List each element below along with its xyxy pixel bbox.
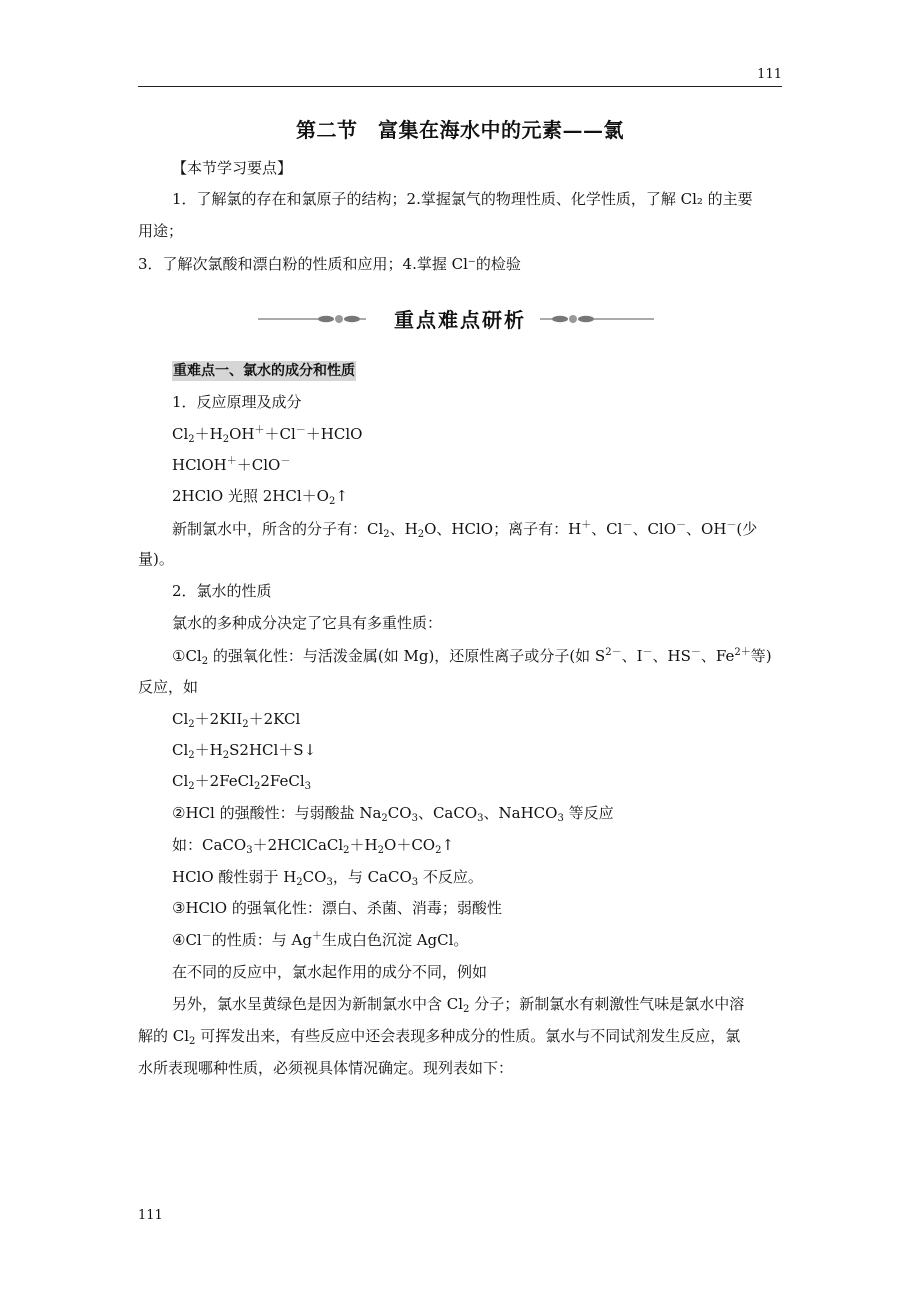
components-line-2: 量)。 — [138, 550, 174, 568]
subsection-heading: 重难点一、氯水的成分和性质 — [173, 363, 355, 379]
property-3: ③HClO 的强氧化性：漂白、杀菌、消毒；弱酸性 — [172, 899, 502, 917]
paragraph-final-line-3: 水所表现哪种性质，必须视具体情况确定。现列表如下： — [138, 1059, 514, 1077]
key-points-banner — [0, 303, 920, 333]
objectives-line-1: 1．了解氯的存在和氯原子的结构；2.掌握氯气的物理性质、化学性质，了解 Cl₂ 的主要 — [172, 190, 753, 208]
property-2-equation: 如：$CaCO_3+2HClCaCl_2+H_2O+CO_2↑$ — [172, 836, 455, 856]
paragraph-different-reactions: 在不同的反应中，氯水起作用的成分不同，例如 — [172, 963, 488, 981]
property-4: ④Cl－的性质：与 Ag＋生成白色沉淀 AgCl。 — [172, 931, 469, 949]
equation-5: $Cl_2+H_2S2HCl+S↓$ — [172, 741, 317, 761]
objectives-heading: 【本节学习要点】 — [172, 159, 293, 177]
section-title: 第二节 富集在海水中的元素——氯 — [296, 118, 624, 142]
components-line-1: 新制氯水中，所含的分子有：$Cl_2$、$H_2O$、HClO；离子有：H＋、Cl－、ClO－、OH－(少 — [172, 520, 758, 540]
properties-intro: 氯水的多种成分决定了它具有多重性质： — [172, 614, 443, 632]
footer-page-number: 111 — [138, 1208, 163, 1223]
header-rule — [138, 86, 782, 87]
subheading-properties: 2．氯水的性质 — [172, 582, 272, 600]
equation-3: 2HClO 光照 $2HCl+O_2↑$ — [172, 487, 348, 507]
property-1-line-1: $①Cl_2$ 的强氧化性：与活泼金属(如 Mg)，还原性离子或分子(如 $S^{2-}$、I－、HS－、$Fe^{2+}$等) — [172, 647, 772, 667]
equation-4: $Cl_2+2KII_2+2KCl$ — [172, 710, 301, 730]
equation-6: $Cl_2+2FeCl_22FeCl_3$ — [172, 772, 311, 792]
paragraph-final-line-2: 解的 $Cl_2$ 可挥发出来，有些反应中还会表现多种成分的性质。氯水与不同试剂发生反应，氯 — [138, 1027, 741, 1047]
objectives-line-2: 用途； — [138, 222, 184, 240]
equation-2: HClOH＋＋ClO－ — [172, 456, 291, 474]
objectives-line-3: 3．了解次氯酸和漂白粉的性质和应用；4.掌握 Cl⁻的检验 — [138, 255, 521, 273]
equation-1 — [172, 423, 362, 445]
subheading-reaction: 1．反应原理及成分 — [172, 393, 302, 411]
property-2-note: HClO 酸性弱于 $H_2CO_3$，与 CaCO$_3$ 不反应。 — [172, 868, 483, 888]
header-page-number: 111 — [757, 67, 782, 82]
banner-text: 重点难点研析 — [394, 308, 526, 332]
property-2: ②HCl 的强酸性：与弱酸盐 $Na_2CO_3$、CaCO$_3$、NaHCO$_3$ 等反应 — [172, 804, 614, 824]
property-1-line-2: 反应，如 — [138, 678, 199, 696]
paragraph-final-line-1: 另外，氯水呈黄绿色是因为新制氯水中含 $Cl_2$ 分子；新制氯水有刺激性气味是氯水中溶 — [172, 995, 745, 1015]
eq1-text: $Cl_2+H_2OH^++Cl^-+HClO$ — [172, 425, 363, 445]
